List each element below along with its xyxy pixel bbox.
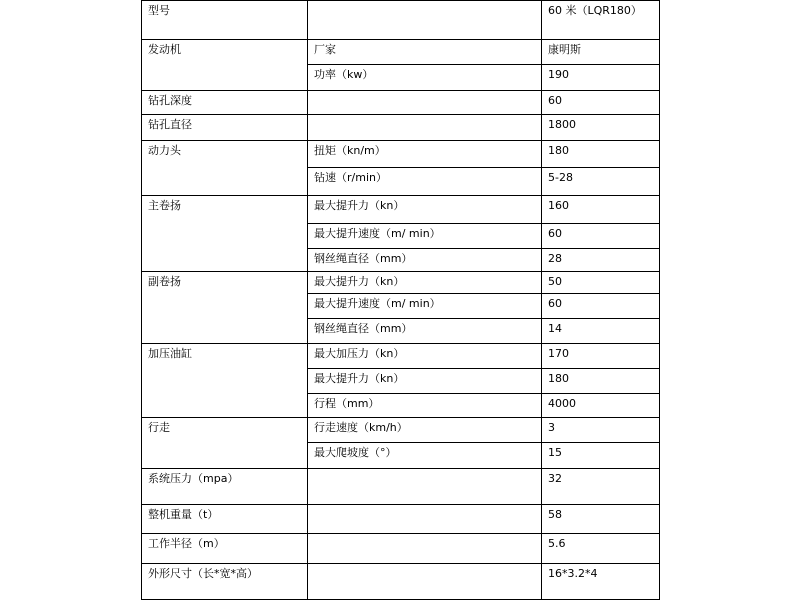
sub-param-cell: 最大提升力（kn） xyxy=(308,369,542,394)
sub-param-cell: 钻速（r/min） xyxy=(308,168,542,196)
sub-param-cell xyxy=(308,115,542,141)
value-cell: 康明斯 xyxy=(542,40,660,65)
value-cell: 32 xyxy=(542,469,660,505)
table-row xyxy=(142,1,660,40)
param-name-cell: 工作半径（m） xyxy=(142,534,308,564)
param-name-cell: 动力头 xyxy=(142,141,308,196)
param-name-cell: 发动机 xyxy=(142,40,308,91)
sub-param-cell: 最大提升力（kn） xyxy=(308,272,542,294)
value-cell: 5-28 xyxy=(542,168,660,196)
sub-param-cell: 行走速度（km/h） xyxy=(308,418,542,443)
sub-param-cell xyxy=(308,1,542,40)
table-row xyxy=(142,534,660,564)
table-row xyxy=(142,91,660,115)
param-name-cell: 型号 xyxy=(142,1,308,40)
sub-param-cell xyxy=(308,91,542,115)
sub-param-cell xyxy=(308,534,542,564)
value-cell: 170 xyxy=(542,344,660,369)
value-cell: 5.6 xyxy=(542,534,660,564)
sub-param-cell xyxy=(308,505,542,534)
table-row xyxy=(142,40,660,65)
param-name-cell: 主卷扬 xyxy=(142,196,308,272)
table-row xyxy=(142,505,660,534)
value-cell: 160 xyxy=(542,196,660,224)
value-cell: 180 xyxy=(542,369,660,394)
value-cell: 180 xyxy=(542,141,660,168)
param-name-cell: 钻孔直径 xyxy=(142,115,308,141)
value-cell: 1800 xyxy=(542,115,660,141)
table-row xyxy=(142,344,660,369)
sub-param-cell: 最大加压力（kn） xyxy=(308,344,542,369)
value-cell: 190 xyxy=(542,65,660,91)
param-name-cell: 钻孔深度 xyxy=(142,91,308,115)
sub-param-cell: 最大提升力（kn） xyxy=(308,196,542,224)
value-cell: 4000 xyxy=(542,394,660,418)
sub-param-cell: 最大提升速度（m/ min） xyxy=(308,224,542,249)
value-cell: 28 xyxy=(542,249,660,272)
param-name-cell: 外形尺寸（长*宽*高） xyxy=(142,564,308,600)
sub-param-cell: 最大提升速度（m/ min） xyxy=(308,294,542,319)
param-name-cell: 副卷扬 xyxy=(142,272,308,344)
table-row xyxy=(142,469,660,505)
param-name-cell: 行走 xyxy=(142,418,308,469)
sub-param-cell xyxy=(308,564,542,600)
value-cell: 60 xyxy=(542,294,660,319)
sub-param-cell: 最大爬坡度（°） xyxy=(308,443,542,469)
value-cell: 16*3.2*4 xyxy=(542,564,660,600)
value-cell: 60 xyxy=(542,91,660,115)
value-cell: 3 xyxy=(542,418,660,443)
value-cell: 60 米（LQR180） xyxy=(542,1,660,40)
sub-param-cell: 钢丝绳直径（mm） xyxy=(308,319,542,344)
table-row xyxy=(142,272,660,294)
sub-param-cell: 钢丝绳直径（mm） xyxy=(308,249,542,272)
value-cell: 58 xyxy=(542,505,660,534)
value-cell: 50 xyxy=(542,272,660,294)
value-cell: 60 xyxy=(542,224,660,249)
table-row xyxy=(142,418,660,443)
param-name-cell: 加压油缸 xyxy=(142,344,308,418)
table-row xyxy=(142,564,660,600)
table-row xyxy=(142,115,660,141)
sub-param-cell: 行程（mm） xyxy=(308,394,542,418)
table-row xyxy=(142,141,660,168)
sub-param-cell: 功率（kw） xyxy=(308,65,542,91)
sub-param-cell xyxy=(308,469,542,505)
param-name-cell: 系统压力（mpa） xyxy=(142,469,308,505)
value-cell: 14 xyxy=(542,319,660,344)
value-cell: 15 xyxy=(542,443,660,469)
sub-param-cell: 扭矩（kn/m） xyxy=(308,141,542,168)
sub-param-cell: 厂家 xyxy=(308,40,542,65)
table-row xyxy=(142,196,660,224)
spec-table xyxy=(141,0,660,600)
param-name-cell: 整机重量（t） xyxy=(142,505,308,534)
